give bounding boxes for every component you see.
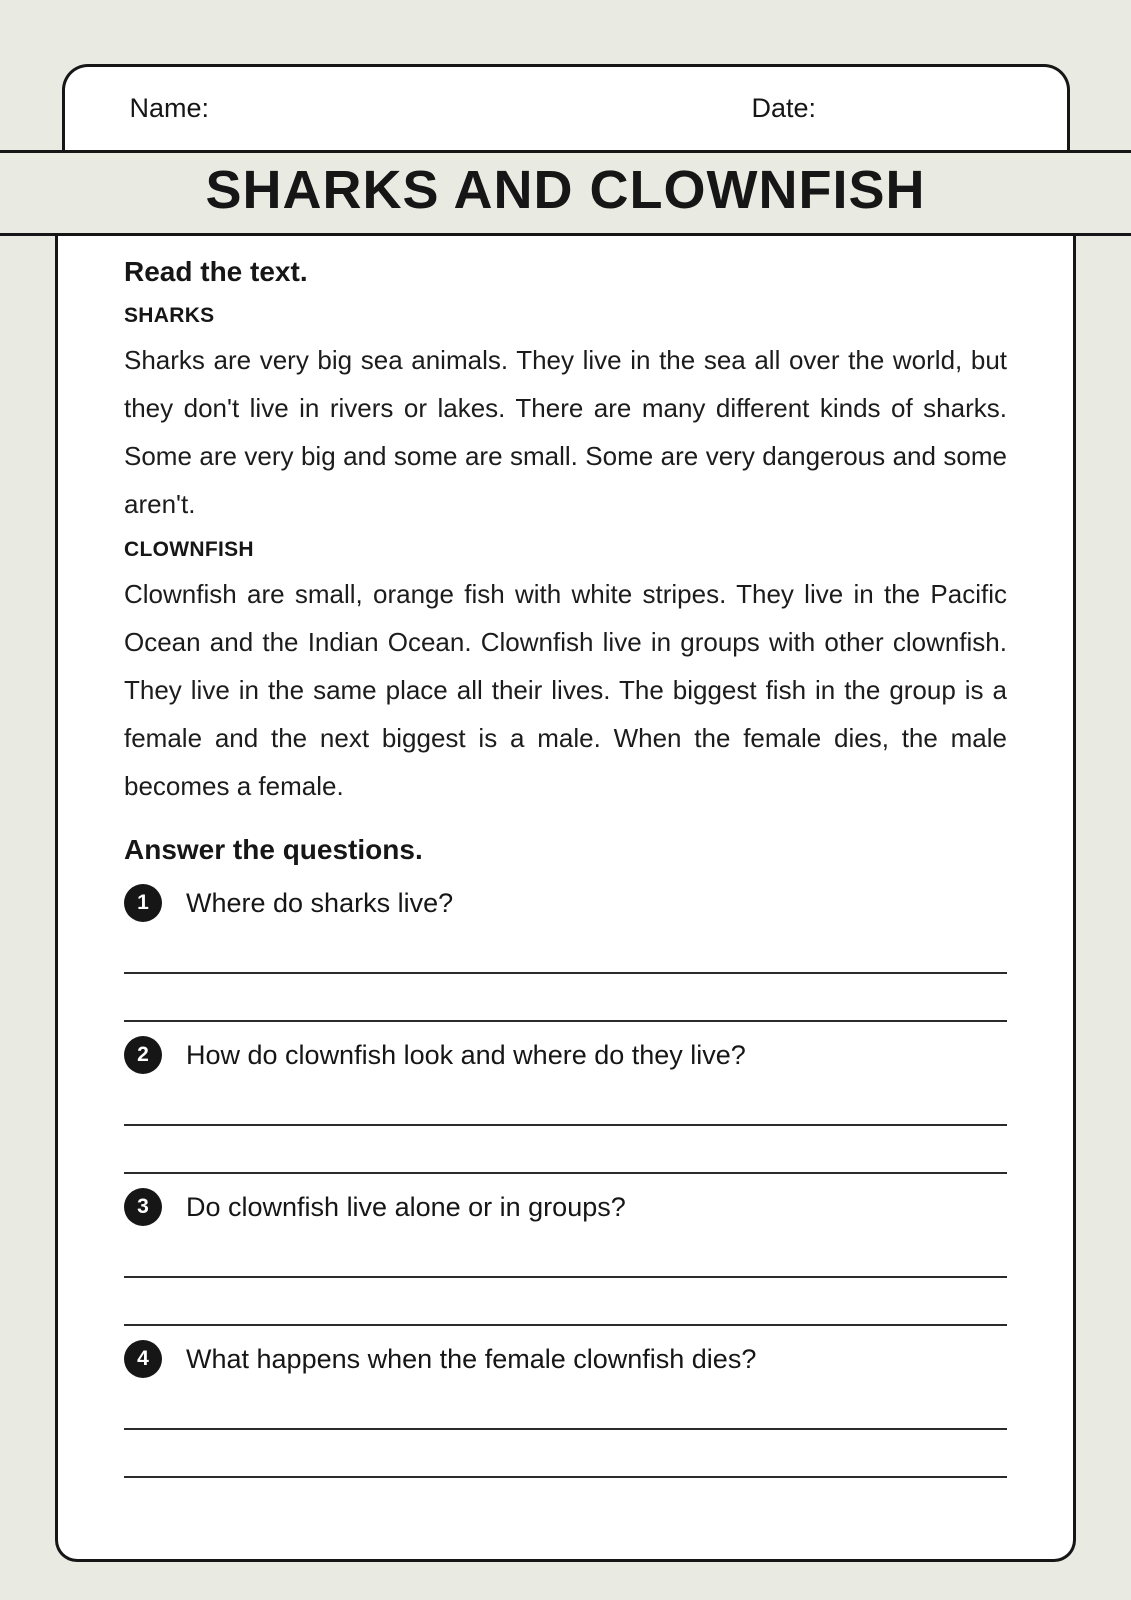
read-instruction: Read the text. [124,256,308,287]
question-row [124,1036,1007,1074]
date-label: Date: [751,93,817,123]
question-item-2 [124,1036,1007,1174]
section-clownfish [124,538,1007,810]
section-text-clownfish: Clownfish are small, orange fish with white stripes. They live in the Pacific Ocean and the Indian Ocean. Clownfish live in groups with other clownfish. They live in the same place all their lives. The biggest fish in the group is a female and the next biggest is a male. When the female dies, the male becomes a female. [124,579,1007,801]
answer-line[interactable] [124,1126,1007,1174]
question-number-badge: 1 [124,884,162,922]
answer-line[interactable] [124,926,1007,974]
name-label: Name: [129,93,210,123]
question-item-4 [124,1340,1007,1478]
question-text: Where do sharks live? [186,887,454,918]
question-number-badge: 3 [124,1188,162,1226]
answer-line[interactable] [124,974,1007,1022]
question-item-1 [124,884,1007,1022]
answer-line[interactable] [124,1230,1007,1278]
question-row [124,884,1007,922]
question-text: How do clownfish look and where do they live? [186,1039,746,1070]
question-row [124,1340,1007,1378]
section-heading-sharks: SHARKS [124,304,215,327]
question-text: What happens when the female clownfish dies? [186,1343,757,1374]
answer-line[interactable] [124,1430,1007,1478]
worksheet-body [55,236,1076,1562]
answer-instruction: Answer the questions. [124,834,423,865]
question-text: Do clownfish live alone or in groups? [186,1191,626,1222]
worksheet-page [0,64,1131,1600]
question-number-badge: 2 [124,1036,162,1074]
question-item-3 [124,1188,1007,1326]
answer-line[interactable] [124,1078,1007,1126]
section-text-sharks: Sharks are very big sea animals. They live in the sea all over the world, but they don't live in rivers or lakes. There are many different kinds of sharks. Some are very big and some are small. Some are very dangerous and some aren't. [124,345,1007,519]
section-sharks [124,304,1007,528]
question-row [124,1188,1007,1226]
question-number-badge: 4 [124,1340,162,1378]
section-heading-clownfish: CLOWNFISH [124,538,254,561]
name-date-panel [62,64,1070,150]
answer-line[interactable] [124,1382,1007,1430]
answer-line[interactable] [124,1278,1007,1326]
title-band [0,150,1131,236]
worksheet-title: SHARKS AND CLOWNFISH [205,160,926,220]
